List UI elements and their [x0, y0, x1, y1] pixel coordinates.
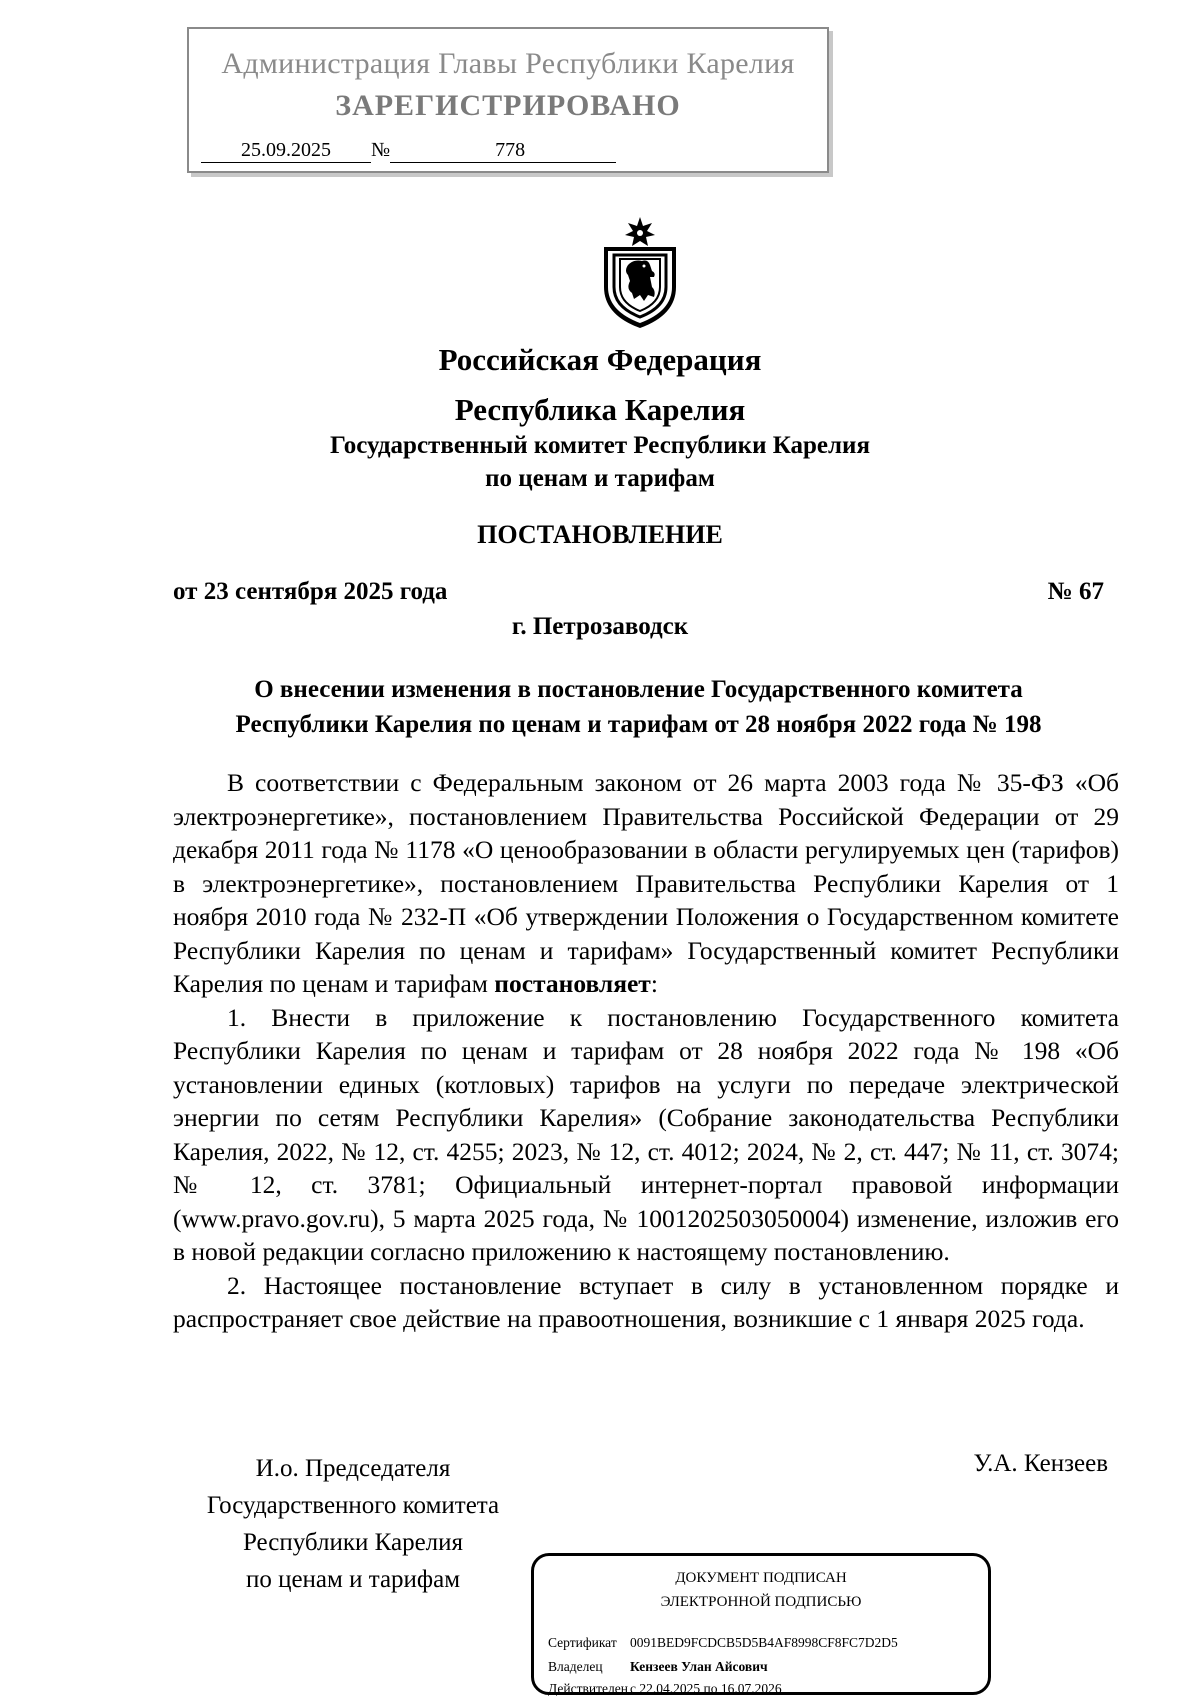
signatory-title-line4: по ценам и тарифам [245, 1566, 461, 1593]
esig-certificate-value: 0091BED9FCDCB5D5B4AF8998CF8FC7D2D5 [630, 1635, 898, 1650]
signatory-title-line3: Республики Карелия [242, 1529, 464, 1556]
registration-authority: Администрация Главы Республики Карелия [221, 47, 795, 80]
esig-validity-row [548, 1681, 782, 1697]
document-city: г. Петрозаводск [511, 613, 689, 640]
country-name: Российская Федерация [438, 342, 762, 377]
subject-line1: О внесении изменения в постановление Государственного комитета [254, 676, 1023, 703]
document-type: ПОСТАНОВЛЕНИЕ [477, 520, 723, 549]
registration-status: ЗАРЕГИСТРИРОВАНО [335, 89, 681, 122]
item-2-paragraph: 2. Настоящее постановление вступает в силу в установленном порядке и распространяет свое действие на правоотношения, возникшие с 1 января 2025 года. [173, 1270, 1119, 1333]
registration-details [201, 139, 616, 163]
document-subject [173, 672, 1104, 742]
republic-name: Республика Карелия [454, 392, 746, 427]
electronic-signature-stamp [531, 1553, 991, 1695]
karelia-coat-of-arms-icon [594, 215, 686, 330]
registration-date: 25.09.2025 [201, 139, 371, 163]
esig-validity-label: Действителен [548, 1681, 628, 1696]
preamble-decree-word: постановляет [494, 969, 651, 998]
signatory-title-line1: И.о. Председателя [255, 1455, 451, 1482]
registration-number-sign: № [371, 139, 391, 161]
subject-line2: Республики Карелия по ценам и тарифам от 28 ноября 2022 года № 198 [235, 711, 1042, 738]
signatory-title [178, 1450, 528, 1598]
preamble-end: : [650, 969, 658, 998]
esig-owner-label: Владелец [548, 1659, 603, 1674]
preamble-text: В соответствии с Федеральным законом от 26 марта 2003 года № 35-ФЗ «Об электроэнергетике», постановлением Правительства Российской Федерации от 29 декабря 2011 года № 1178 «О ценообразовании в области регулируемых цен (тарифов) в электроэнергетике», постановлением Правительства Республики Карелия от 1 ноября 2010 года № 232-П «Об утверждении Положения о Государственном комитете Республики Карелия по ценам и тарифам» Государственный комитет Республики Карелия по ценам и тарифам [173, 768, 1119, 998]
document-number: № 67 [1047, 578, 1104, 605]
esig-owner-value: Кензеев Улан Айсович [630, 1659, 768, 1674]
item-1-paragraph: 1. Внести в приложение к постановлению Государственного комитета Республики Карелия по ценам и тарифам от 28 ноября 2022 года № 198 «Об установлении единых (котловых) тарифов на услуги по передаче электрической энергии по сетям Республики Карелия» (Собрание законодательства Республики Карелия, 2022, № 12, ст. 4255; 2023, № 12, ст. 4012; 2024, № 2, ст. 447; № 11, ст. 3074; № 12, ст. 3781; Официальный интернет-портал правовой информации (www.pravo.gov.ru), 5 марта 2025 года, № 1001202503050004) изменение, изложив его в новой редакции согласно приложению к настоящему постановлению. [173, 1002, 1119, 1266]
document-body [173, 766, 1119, 1336]
committee-name-line2: по ценам и тарифам [485, 465, 715, 492]
signatory-title-line2: Государственного комитета [206, 1492, 500, 1519]
preamble-paragraph [173, 766, 1119, 1001]
esig-certificate-row [548, 1635, 898, 1651]
registration-stamp [187, 27, 829, 173]
esig-validity-value: с 22.04.2025 по 16.07.2026 [630, 1681, 782, 1696]
esig-heading-line1: ДОКУМЕНТ ПОДПИСАН [675, 1570, 847, 1586]
esig-certificate-label: Сертификат [548, 1635, 617, 1650]
registration-number: 778 [390, 139, 616, 163]
esig-owner-row [548, 1659, 768, 1675]
signatory-name: У.А. Кензеев [973, 1450, 1108, 1477]
esig-heading-line2: ЭЛЕКТРОННОЙ ПОДПИСЬЮ [660, 1594, 862, 1610]
document-date: от 23 сентября 2025 года [173, 578, 448, 605]
committee-name-line1: Государственный комитет Республики Карелия [330, 432, 870, 459]
